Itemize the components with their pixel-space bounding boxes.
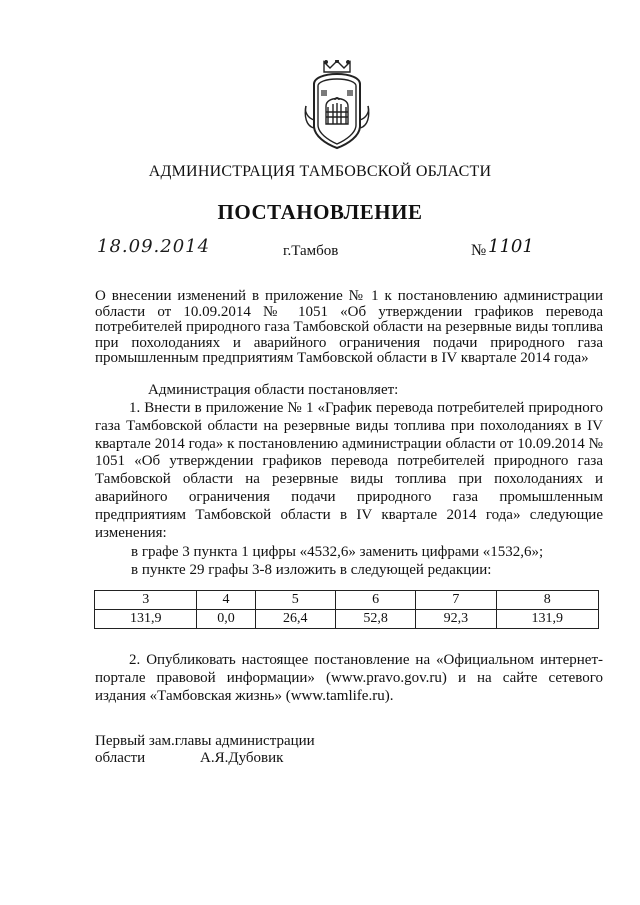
organization-name: АДМИНИСТРАЦИЯ ТАМБОВСКОЙ ОБЛАСТИ [148, 163, 492, 180]
table-header-cell: 7 [416, 591, 496, 610]
table-header-cell: 4 [197, 591, 255, 610]
table-cell: 131,9 [496, 610, 598, 629]
resolution-intro: Администрация области постановляет: [148, 382, 399, 398]
signatory-position-cont: области [95, 750, 146, 766]
document-subject: О внесении изменений в приложение № 1 к постановлению администрации области от 10.09.2014 № 1051 «Об утверждении графиков перевода потребителей природного газа Тамбовской области на резервные виды топлива при похолоданиях и аварийного ограничения подачи природного газа промышленным предприятиям Тамбовской области в IV квартале 2014 года» [95, 288, 603, 366]
document-number-label: № [471, 242, 487, 259]
change-line-2: в пункте 29 графы 3-8 изложить в следующей редакции: [131, 562, 492, 578]
table-row [95, 610, 599, 629]
table-cell: 26,4 [255, 610, 335, 629]
document-type: ПОСТАНОВЛЕНИЕ [217, 200, 423, 224]
paragraph-item-2: 2. Опубликовать настоящее постановление на «Официальном интернет-портале правовой информации» (www.pravo.gov.ru) и на сайте сетевого издания «Тамбовская жизнь» (www.tamlife.ru). [95, 652, 603, 704]
table-cell: 131,9 [95, 610, 197, 629]
table-header-cell: 3 [95, 591, 197, 610]
change-line-1: в графе 3 пункта 1 цифры «4532,6» заменить цифрами «1532,6»; [131, 544, 544, 560]
coat-of-arms-icon [300, 60, 374, 152]
document-city: г.Тамбов [283, 243, 339, 259]
table-cell: 52,8 [335, 610, 415, 629]
table-header-cell: 8 [496, 591, 598, 610]
table-cell: 92,3 [416, 610, 496, 629]
paragraph-item-1: 1. Внести в приложение № 1 «График перевода потребителей природного газа Тамбовской области на резервные виды топлива при похолоданиях в IV квартале 2014 года» к постановлению администрации области от 10.09.2014 № 1051 «Об утверждении графиков перевода потребителей природного газа Тамбовской области на резервные виды топлива при похолоданиях и аварийного ограничения подачи природного газа промышленным предприятиям Тамбовской области в IV квартале 2014 года» следующие изменения: [95, 400, 603, 541]
table-cell: 0,0 [197, 610, 255, 629]
signatory-position: Первый зам.главы администрации [95, 733, 315, 749]
document-date: 18.09.2014 [97, 236, 211, 257]
signatory-name: А.Я.Дубовик [200, 750, 284, 766]
table-header-cell: 6 [335, 591, 415, 610]
table-header-row [95, 591, 599, 610]
values-table [94, 590, 599, 629]
table-header-cell: 5 [255, 591, 335, 610]
document-number: 1101 [488, 236, 534, 257]
